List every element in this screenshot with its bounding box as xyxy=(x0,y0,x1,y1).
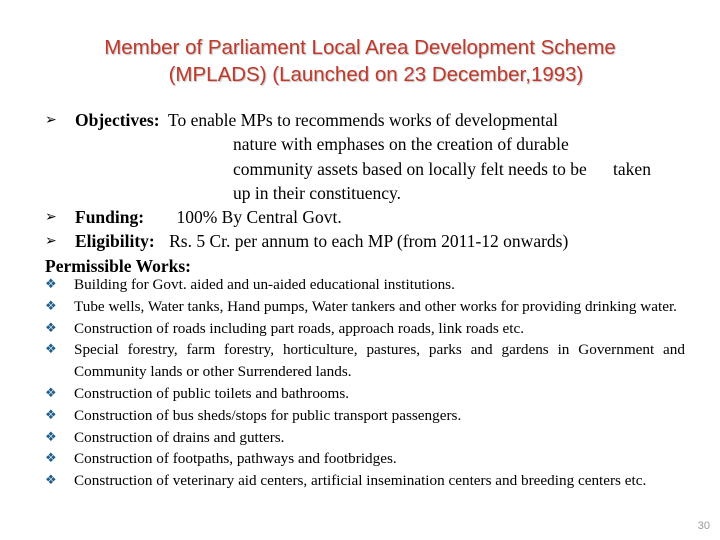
eligibility-text: Rs. 5 Cr. per annum to each MP (from 2011-12 onwards) xyxy=(169,231,569,252)
title-line-1: Member of Parliament Local Area Development Scheme xyxy=(104,36,616,59)
arrow-bullet-icon: ➢ xyxy=(45,112,57,128)
page-number: 30 xyxy=(697,520,710,532)
diamond-bullet-icon: ❖ xyxy=(45,298,57,314)
arrow-bullet-icon: ➢ xyxy=(45,233,57,250)
diamond-bullet-icon: ❖ xyxy=(45,473,57,489)
objectives-label: Objectives: xyxy=(75,110,160,130)
objectives-line-2: nature with emphases on the creation of durable xyxy=(233,134,569,155)
objectives-line-4: up in their constituency. xyxy=(233,182,401,203)
diamond-bullet-icon: ❖ xyxy=(45,407,57,423)
list-item: ❖ Construction of drains and gutters. xyxy=(45,427,685,449)
list-item: ❖ Building for Govt. aided and un-aided educational institutions. xyxy=(45,274,685,296)
title-line-2: (MPLADS) (Launched on 23 December,1993) xyxy=(168,63,584,86)
funding-row xyxy=(45,205,685,229)
funding-text: 100% By Central Govt. xyxy=(176,207,342,228)
permissible-works-list xyxy=(45,274,685,492)
diamond-bullet-icon: ❖ xyxy=(45,320,57,336)
eligibility-row xyxy=(45,229,685,253)
objectives-line-1: To enable MPs to recommends works of developmental xyxy=(168,110,559,130)
diamond-bullet-icon: ❖ xyxy=(45,429,57,445)
list-item: ❖ Construction of veterinary aid centers, artificial insemination centers and breeding centers etc. xyxy=(45,470,685,492)
slide-title xyxy=(20,34,700,88)
diamond-bullet-icon: ❖ xyxy=(45,385,57,401)
diamond-bullet-icon: ❖ xyxy=(45,342,57,358)
objectives-line-3: community assets based on locally felt needs to be taken xyxy=(233,158,651,179)
list-item: ❖ Construction of footpaths, pathways and footbridges. xyxy=(45,448,685,470)
list-item: ❖ Special forestry, farm forestry, horticulture, pastures, parks and gardens in Government and Community lands or other Surrendered lands. xyxy=(45,341,685,381)
summary-block xyxy=(45,108,685,278)
arrow-bullet-icon: ➢ xyxy=(45,209,57,226)
funding-label: Funding: xyxy=(75,207,145,228)
diamond-bullet-icon: ❖ xyxy=(45,277,57,292)
list-item: ❖ Tube wells, Water tanks, Hand pumps, Water tankers and other works for providing drinking water. xyxy=(45,296,685,318)
list-item: ❖ Construction of bus sheds/stops for public transport passengers. xyxy=(45,405,685,427)
diamond-bullet-icon: ❖ xyxy=(45,451,57,467)
permissible-heading: Permissible Works: xyxy=(45,255,191,276)
list-item: ❖ Construction of public toilets and bathrooms. xyxy=(45,383,685,405)
list-item: ❖ Construction of roads including part roads, approach roads, link roads etc. xyxy=(45,318,685,340)
objectives-row xyxy=(45,108,685,132)
eligibility-label: Eligibility: xyxy=(75,231,155,252)
